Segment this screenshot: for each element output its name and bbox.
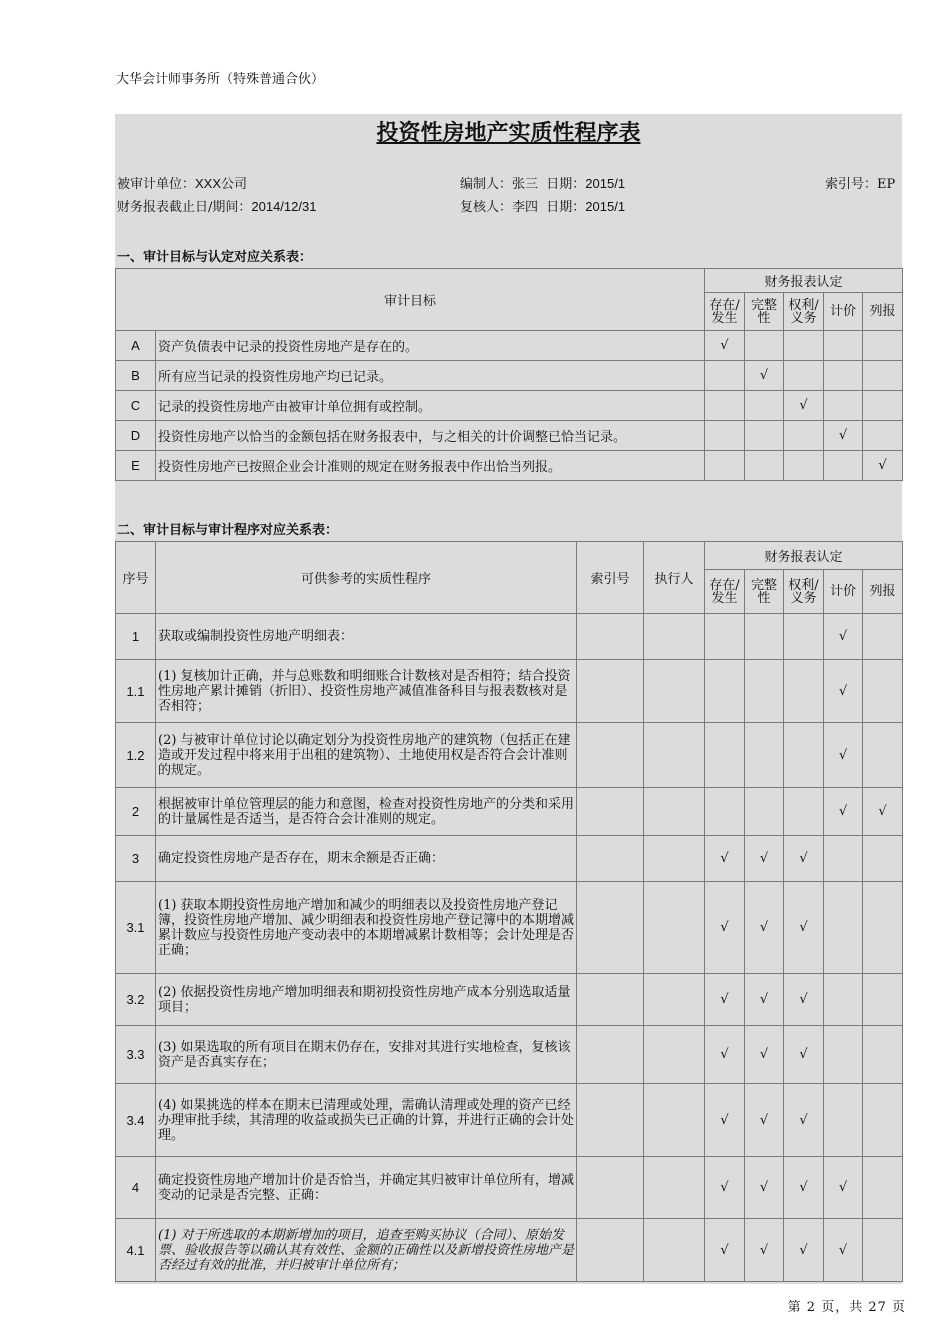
- assertion-tick: √: [705, 1084, 745, 1157]
- procedure-no: 3.2: [116, 974, 156, 1026]
- procedure-text: 确定投资性房地产增加计价是否恰当，并确定其归被审计单位所有，增减变动的记录是否完整、正确：: [156, 1157, 577, 1219]
- assertion-presentation: 列报: [863, 570, 903, 614]
- procedure-text: (3) 如果选取的所有项目在期末仍存在，安排对其进行实地检查，复核该资产是否真实存在；: [156, 1026, 577, 1084]
- assertion-tick: [745, 391, 784, 421]
- assertion-tick: √: [863, 451, 903, 481]
- assertion-tick: √: [745, 1084, 784, 1157]
- procedure-index-cell: [577, 723, 644, 788]
- page-footer: 第 2 页，共 27 页: [787, 1300, 906, 1315]
- date-value-2: 2015/1: [585, 199, 626, 214]
- procedure-no: 4.1: [116, 1219, 156, 1282]
- assertion-tick: √: [784, 974, 824, 1026]
- assertion-tick: √: [705, 1157, 745, 1219]
- entity-label: 被审计单位：: [117, 177, 196, 192]
- procedure-no: 1.2: [116, 723, 156, 788]
- assertion-tick: √: [784, 836, 824, 882]
- procedure-index-cell: [577, 1219, 644, 1282]
- procedure-executor-cell: [644, 1219, 705, 1282]
- assertion-tick: √: [745, 1219, 784, 1282]
- procedure-no: 3.1: [116, 882, 156, 974]
- assertion-tick: [784, 614, 824, 660]
- assertion-tick: √: [824, 1157, 863, 1219]
- assertion-tick: [863, 723, 903, 788]
- assertion-tick: [745, 660, 784, 723]
- page-title: 投资性房地产实质性程序表: [376, 120, 641, 146]
- procedure-no: 4: [116, 1157, 156, 1219]
- assertion-tick: [745, 421, 784, 451]
- procedure-index-cell: [577, 1084, 644, 1157]
- objective-text: 投资性房地产已按照企业会计准则的规定在财务报表中作出恰当列报。: [156, 451, 705, 481]
- objective-text: 资产负债表中记录的投资性房地产是存在的。: [156, 331, 705, 361]
- assertion-tick: [824, 974, 863, 1026]
- objective-code: B: [116, 361, 156, 391]
- reviewer-line: [460, 196, 646, 215]
- procedure-index-cell: [577, 974, 644, 1026]
- procedure-index-cell: [577, 660, 644, 723]
- assertion-tick: [863, 614, 903, 660]
- assertion-tick: [784, 788, 824, 836]
- objective-code: A: [116, 331, 156, 361]
- assertion-tick: √: [705, 836, 745, 882]
- index-value: EP: [877, 177, 896, 192]
- assertion-tick: [863, 836, 903, 882]
- procedure-text: (1) 对于所选取的本期新增加的项目，追查至购买协议（合同）、原始发票、验收报告等以确认其有效性、金额的正确性以及新增投资性房地产是否经过有效的批准，并归被审计单位所有；: [156, 1219, 577, 1282]
- procedure-no: 3.3: [116, 1026, 156, 1084]
- assertion-tick: √: [863, 788, 903, 836]
- assertion-tick: [705, 451, 745, 481]
- procedure-index-cell: [577, 1026, 644, 1084]
- procedure-no: 3.4: [116, 1084, 156, 1157]
- assertion-tick: [745, 788, 784, 836]
- assertion-tick: [784, 331, 824, 361]
- assertion-tick: [863, 882, 903, 974]
- assertion-tick: [784, 451, 824, 481]
- procedure-row: [116, 660, 903, 723]
- procedure-executor-cell: [644, 1026, 705, 1084]
- assertion-tick: √: [705, 1219, 745, 1282]
- assertion-tick: √: [824, 723, 863, 788]
- assertion-tick: [863, 331, 903, 361]
- assertion-tick: [824, 361, 863, 391]
- reviewer: 复核人：李四: [460, 200, 539, 215]
- procedure-text: 确定投资性房地产是否存在，期末余额是否正确：: [156, 836, 577, 882]
- assertion-tick: √: [705, 1026, 745, 1084]
- objective-row: [116, 421, 903, 451]
- assertion-tick: [745, 723, 784, 788]
- firm-name: 大华会计师事务所（特殊普通合伙）: [116, 72, 325, 87]
- assertion-tick: [824, 391, 863, 421]
- procedure-row: [116, 1157, 903, 1219]
- assertion-tick: [745, 451, 784, 481]
- objective-code: C: [116, 391, 156, 421]
- procedure-index-cell: [577, 836, 644, 882]
- date-value-1: 2015/1: [585, 176, 626, 191]
- assertion-presentation: 列报: [863, 293, 903, 331]
- procedure-index-cell: [577, 1157, 644, 1219]
- assertion-completeness: 完整性: [745, 570, 784, 614]
- objective-code: D: [116, 421, 156, 451]
- objective-assertion-table: [115, 268, 903, 481]
- assertion-tick: √: [784, 1084, 824, 1157]
- procedure-text: (1) 复核加计正确，并与总账数和明细账合计数核对是否相符；结合投资性房地产累计摊销（折旧）、投资性房地产减值准备科目与报表数核对是否相符；: [156, 660, 577, 723]
- objective-row: [116, 361, 903, 391]
- procedure-row: [116, 723, 903, 788]
- assertion-tick: [705, 361, 745, 391]
- entity-line: [117, 173, 247, 192]
- assertion-tick: [705, 614, 745, 660]
- header-objective: 审计目标: [116, 269, 705, 331]
- assertion-tick: [784, 723, 824, 788]
- objective-text: 投资性房地产以恰当的金额包括在财务报表中，与之相关的计价调整已恰当记录。: [156, 421, 705, 451]
- assertion-tick: [863, 1219, 903, 1282]
- procedure-text: (2) 依据投资性房地产增加明细表和期初投资性房地产成本分别选取适量项目；: [156, 974, 577, 1026]
- assertion-tick: √: [824, 421, 863, 451]
- procedure-text: (4) 如果挑选的样本在期末已清理或处理，需确认清理或处理的资产已经办理审批手续，其清理的收益或损失已正确的计算，并进行正确的会计处理。: [156, 1084, 577, 1157]
- assertion-valuation: 计价: [824, 570, 863, 614]
- assertion-tick: √: [784, 391, 824, 421]
- procedure-executor-cell: [644, 614, 705, 660]
- assertion-tick: [705, 660, 745, 723]
- assertion-tick: [824, 836, 863, 882]
- objective-row: [116, 331, 903, 361]
- procedure-row: [116, 882, 903, 974]
- header-assertions-1: 财务报表认定: [705, 269, 903, 293]
- header-index: 索引号: [577, 542, 644, 614]
- procedure-row: [116, 1026, 903, 1084]
- objective-text: 所有应当记录的投资性房地产均已记录。: [156, 361, 705, 391]
- index-line: [825, 173, 902, 192]
- date-label-2: 日期：: [546, 200, 586, 215]
- header-assertions-2: 财务报表认定: [705, 542, 903, 570]
- assertion-tick: [863, 391, 903, 421]
- procedure-text: (1) 获取本期投资性房地产增加和减少的明细表以及投资性房地产登记簿，投资性房地产增加、减少明细表和投资性房地产登记簿中的本期增减累计数应与投资性房地产变动表中的本期增减累计数相等；会计处理是否正确；: [156, 882, 577, 974]
- assertion-completeness: 完整性: [745, 293, 784, 331]
- procedure-executor-cell: [644, 1157, 705, 1219]
- assertion-tick: [824, 331, 863, 361]
- assertion-tick: [824, 1026, 863, 1084]
- procedure-no: 1.1: [116, 660, 156, 723]
- index-label: 索引号：: [825, 177, 878, 192]
- assertion-tick: [705, 723, 745, 788]
- procedure-executor-cell: [644, 788, 705, 836]
- procedure-no: 3: [116, 836, 156, 882]
- assertion-existence: 存在/发生: [705, 570, 745, 614]
- assertion-tick: √: [705, 974, 745, 1026]
- objective-code: E: [116, 451, 156, 481]
- objective-row: [116, 391, 903, 421]
- assertion-tick: [863, 421, 903, 451]
- assertion-tick: √: [784, 1026, 824, 1084]
- header-no: 序号: [116, 542, 156, 614]
- assertion-tick: [705, 421, 745, 451]
- assertion-tick: [824, 451, 863, 481]
- assertion-tick: √: [824, 614, 863, 660]
- procedure-table: [115, 541, 903, 1282]
- period-label: 财务报表截止日/期间：: [117, 200, 252, 215]
- assertion-tick: √: [784, 1219, 824, 1282]
- assertion-tick: [863, 1157, 903, 1219]
- assertion-tick: √: [705, 882, 745, 974]
- procedure-executor-cell: [644, 836, 705, 882]
- assertion-tick: √: [745, 361, 784, 391]
- header-executor: 执行人: [644, 542, 705, 614]
- period-value: 2014/12/31: [251, 199, 317, 214]
- section2-heading: 二、审计目标与审计程序对应关系表：: [117, 523, 339, 538]
- assertion-rights: 权利/义务: [784, 293, 824, 331]
- assertion-tick: [705, 788, 745, 836]
- assertion-tick: [824, 1084, 863, 1157]
- assertion-tick: √: [824, 788, 863, 836]
- procedure-text: 获取或编制投资性房地产明细表：: [156, 614, 577, 660]
- assertion-tick: [705, 391, 745, 421]
- procedure-index-cell: [577, 614, 644, 660]
- assertion-valuation: 计价: [824, 293, 863, 331]
- procedure-text: 根据被审计单位管理层的能力和意图，检查对投资性房地产的分类和采用的计量属性是否适当，是否符合会计准则的规定。: [156, 788, 577, 836]
- procedure-no: 2: [116, 788, 156, 836]
- worksheet: [115, 114, 902, 1284]
- entity-value: XXX公司: [195, 176, 248, 191]
- date-label-1: 日期：: [546, 177, 586, 192]
- procedure-row: [116, 836, 903, 882]
- procedure-executor-cell: [644, 882, 705, 974]
- assertion-tick: [863, 660, 903, 723]
- procedure-row: [116, 788, 903, 836]
- procedure-row: [116, 974, 903, 1026]
- procedure-text: (2) 与被审计单位讨论以确定划分为投资性房地产的建筑物（包括正在建造或开发过程中将来用于出租的建筑物）、土地使用权是否符合会计准则的规定。: [156, 723, 577, 788]
- assertion-tick: [863, 1084, 903, 1157]
- assertion-tick: [863, 1026, 903, 1084]
- procedure-index-cell: [577, 788, 644, 836]
- procedure-row: [116, 1219, 903, 1282]
- procedure-executor-cell: [644, 723, 705, 788]
- assertion-tick: [745, 614, 784, 660]
- assertion-tick: [784, 421, 824, 451]
- procedure-executor-cell: [644, 1084, 705, 1157]
- assertion-rights: 权利/义务: [784, 570, 824, 614]
- objective-text: 记录的投资性房地产由被审计单位拥有或控制。: [156, 391, 705, 421]
- preparer-line: [460, 173, 646, 192]
- procedure-row: [116, 1084, 903, 1157]
- assertion-tick: √: [824, 660, 863, 723]
- assertion-tick: √: [745, 974, 784, 1026]
- procedure-index-cell: [577, 882, 644, 974]
- assertion-tick: √: [784, 882, 824, 974]
- assertion-tick: √: [784, 1157, 824, 1219]
- assertion-tick: [863, 974, 903, 1026]
- preparer: 编制人：张三: [460, 177, 539, 192]
- assertion-tick: √: [705, 331, 745, 361]
- assertion-tick: [863, 361, 903, 391]
- assertion-tick: [784, 660, 824, 723]
- procedure-executor-cell: [644, 974, 705, 1026]
- assertion-tick: [784, 361, 824, 391]
- header-procedure: 可供参考的实质性程序: [156, 542, 577, 614]
- procedure-executor-cell: [644, 660, 705, 723]
- procedure-row: [116, 614, 903, 660]
- assertion-tick: √: [745, 836, 784, 882]
- assertion-tick: √: [745, 882, 784, 974]
- assertion-tick: [745, 331, 784, 361]
- assertion-tick: [824, 882, 863, 974]
- objective-row: [116, 451, 903, 481]
- assertion-existence: 存在/发生: [705, 293, 745, 331]
- section1-heading: 一、审计目标与认定对应关系表：: [117, 250, 313, 265]
- assertion-tick: √: [745, 1157, 784, 1219]
- period-line: [117, 196, 316, 215]
- assertion-tick: √: [745, 1026, 784, 1084]
- procedure-no: 1: [116, 614, 156, 660]
- assertion-tick: √: [824, 1219, 863, 1282]
